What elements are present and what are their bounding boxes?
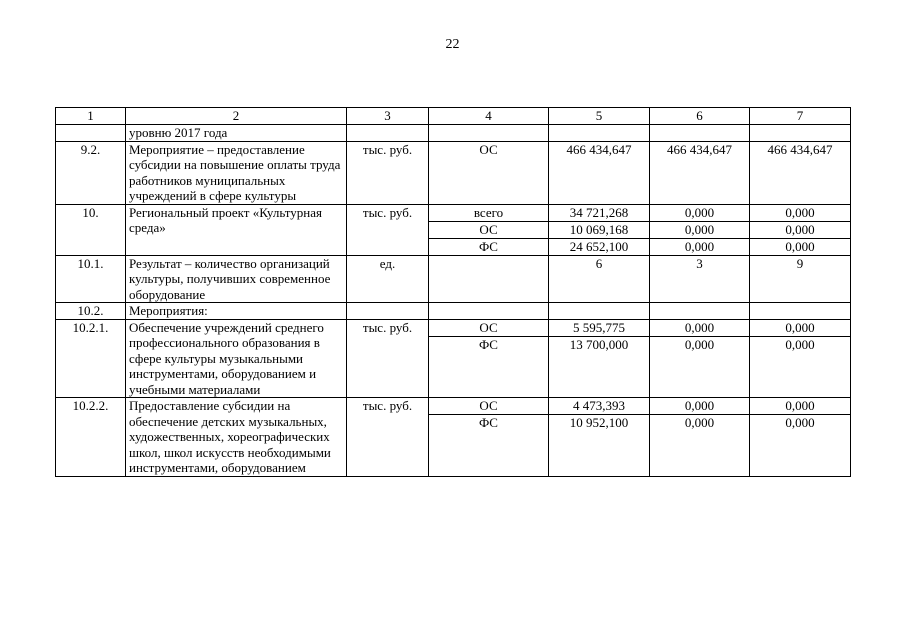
row-value-5: 10 069,168 bbox=[549, 221, 650, 238]
row-value-5 bbox=[549, 125, 650, 142]
table-header-row bbox=[56, 108, 851, 125]
table-row bbox=[56, 398, 851, 415]
row-value-7: 0,000 bbox=[750, 238, 851, 255]
table-row bbox=[56, 204, 851, 221]
row-unit bbox=[347, 125, 429, 142]
row-source: ФС bbox=[429, 336, 549, 398]
row-value-7: 0,000 bbox=[750, 319, 851, 336]
row-source bbox=[429, 255, 549, 303]
row-unit bbox=[347, 303, 429, 320]
row-source: ФС bbox=[429, 415, 549, 477]
row-source: ФС bbox=[429, 238, 549, 255]
row-value-6: 3 bbox=[650, 255, 750, 303]
row-description: Мероприятие – предоставление субсидии на повышение оплаты труда работников муниципальных учреждений в сфере культуры bbox=[126, 141, 347, 204]
row-value-7 bbox=[750, 125, 851, 142]
row-description: Обеспечение учреждений среднего профессионального образования в сфере культуры музыкальными инструментами, оборудованием и учебными материалами bbox=[126, 319, 347, 398]
header-cell: 2 bbox=[126, 108, 347, 125]
row-source: ОС bbox=[429, 221, 549, 238]
row-value-7: 0,000 bbox=[750, 204, 851, 221]
table-row bbox=[56, 319, 851, 336]
row-value-7: 0,000 bbox=[750, 398, 851, 415]
row-source: всего bbox=[429, 204, 549, 221]
row-value-6: 466 434,647 bbox=[650, 141, 750, 204]
row-number: 10.2.2. bbox=[56, 398, 126, 477]
row-value-6 bbox=[650, 303, 750, 320]
row-value-5: 13 700,000 bbox=[549, 336, 650, 398]
header-cell: 4 bbox=[429, 108, 549, 125]
header-cell: 3 bbox=[347, 108, 429, 125]
row-value-7: 466 434,647 bbox=[750, 141, 851, 204]
row-source bbox=[429, 125, 549, 142]
row-unit: тыс. руб. bbox=[347, 141, 429, 204]
header-cell: 5 bbox=[549, 108, 650, 125]
row-value-6: 0,000 bbox=[650, 319, 750, 336]
row-value-5: 24 652,100 bbox=[549, 238, 650, 255]
row-value-6: 0,000 bbox=[650, 336, 750, 398]
row-unit: тыс. руб. bbox=[347, 398, 429, 477]
row-value-7 bbox=[750, 303, 851, 320]
row-value-7: 9 bbox=[750, 255, 851, 303]
row-value-7: 0,000 bbox=[750, 336, 851, 398]
row-value-6 bbox=[650, 125, 750, 142]
page-number: 22 bbox=[445, 37, 460, 52]
row-value-5: 10 952,100 bbox=[549, 415, 650, 477]
row-description: Региональный проект «Культурная среда» bbox=[126, 204, 347, 255]
row-number: 10.1. bbox=[56, 255, 126, 303]
row-number bbox=[56, 125, 126, 142]
row-value-6: 0,000 bbox=[650, 204, 750, 221]
row-unit: ед. bbox=[347, 255, 429, 303]
table-row bbox=[56, 125, 851, 142]
row-value-6: 0,000 bbox=[650, 238, 750, 255]
row-unit: тыс. руб. bbox=[347, 204, 429, 255]
row-number: 10. bbox=[56, 204, 126, 255]
row-description: Мероприятия: bbox=[126, 303, 347, 320]
row-unit: тыс. руб. bbox=[347, 319, 429, 398]
header-cell: 1 bbox=[56, 108, 126, 125]
row-value-6: 0,000 bbox=[650, 415, 750, 477]
row-value-5: 5 595,775 bbox=[549, 319, 650, 336]
header-cell: 6 bbox=[650, 108, 750, 125]
row-value-7: 0,000 bbox=[750, 415, 851, 477]
row-number: 10.2. bbox=[56, 303, 126, 320]
table-row bbox=[56, 141, 851, 204]
row-value-5: 34 721,268 bbox=[549, 204, 650, 221]
row-description: Результат – количество организаций культуры, получивших современное оборудование bbox=[126, 255, 347, 303]
row-value-5: 6 bbox=[549, 255, 650, 303]
header-cell: 7 bbox=[750, 108, 851, 125]
row-value-6: 0,000 bbox=[650, 398, 750, 415]
table-row bbox=[56, 303, 851, 320]
table-row bbox=[56, 255, 851, 303]
row-number: 9.2. bbox=[56, 141, 126, 204]
row-value-6: 0,000 bbox=[650, 221, 750, 238]
row-source: ОС bbox=[429, 319, 549, 336]
row-source bbox=[429, 303, 549, 320]
row-number: 10.2.1. bbox=[56, 319, 126, 398]
row-source: ОС bbox=[429, 141, 549, 204]
row-description: Предоставление субсидии на обеспечение детских музыкальных, художественных, хореографических школ, школ искусств необходимыми инструментами, оборудованием bbox=[126, 398, 347, 477]
budget-table bbox=[55, 107, 851, 477]
row-source: ОС bbox=[429, 398, 549, 415]
row-value-5: 466 434,647 bbox=[549, 141, 650, 204]
row-description: уровню 2017 года bbox=[126, 125, 347, 142]
row-value-5: 4 473,393 bbox=[549, 398, 650, 415]
row-value-5 bbox=[549, 303, 650, 320]
row-value-7: 0,000 bbox=[750, 221, 851, 238]
